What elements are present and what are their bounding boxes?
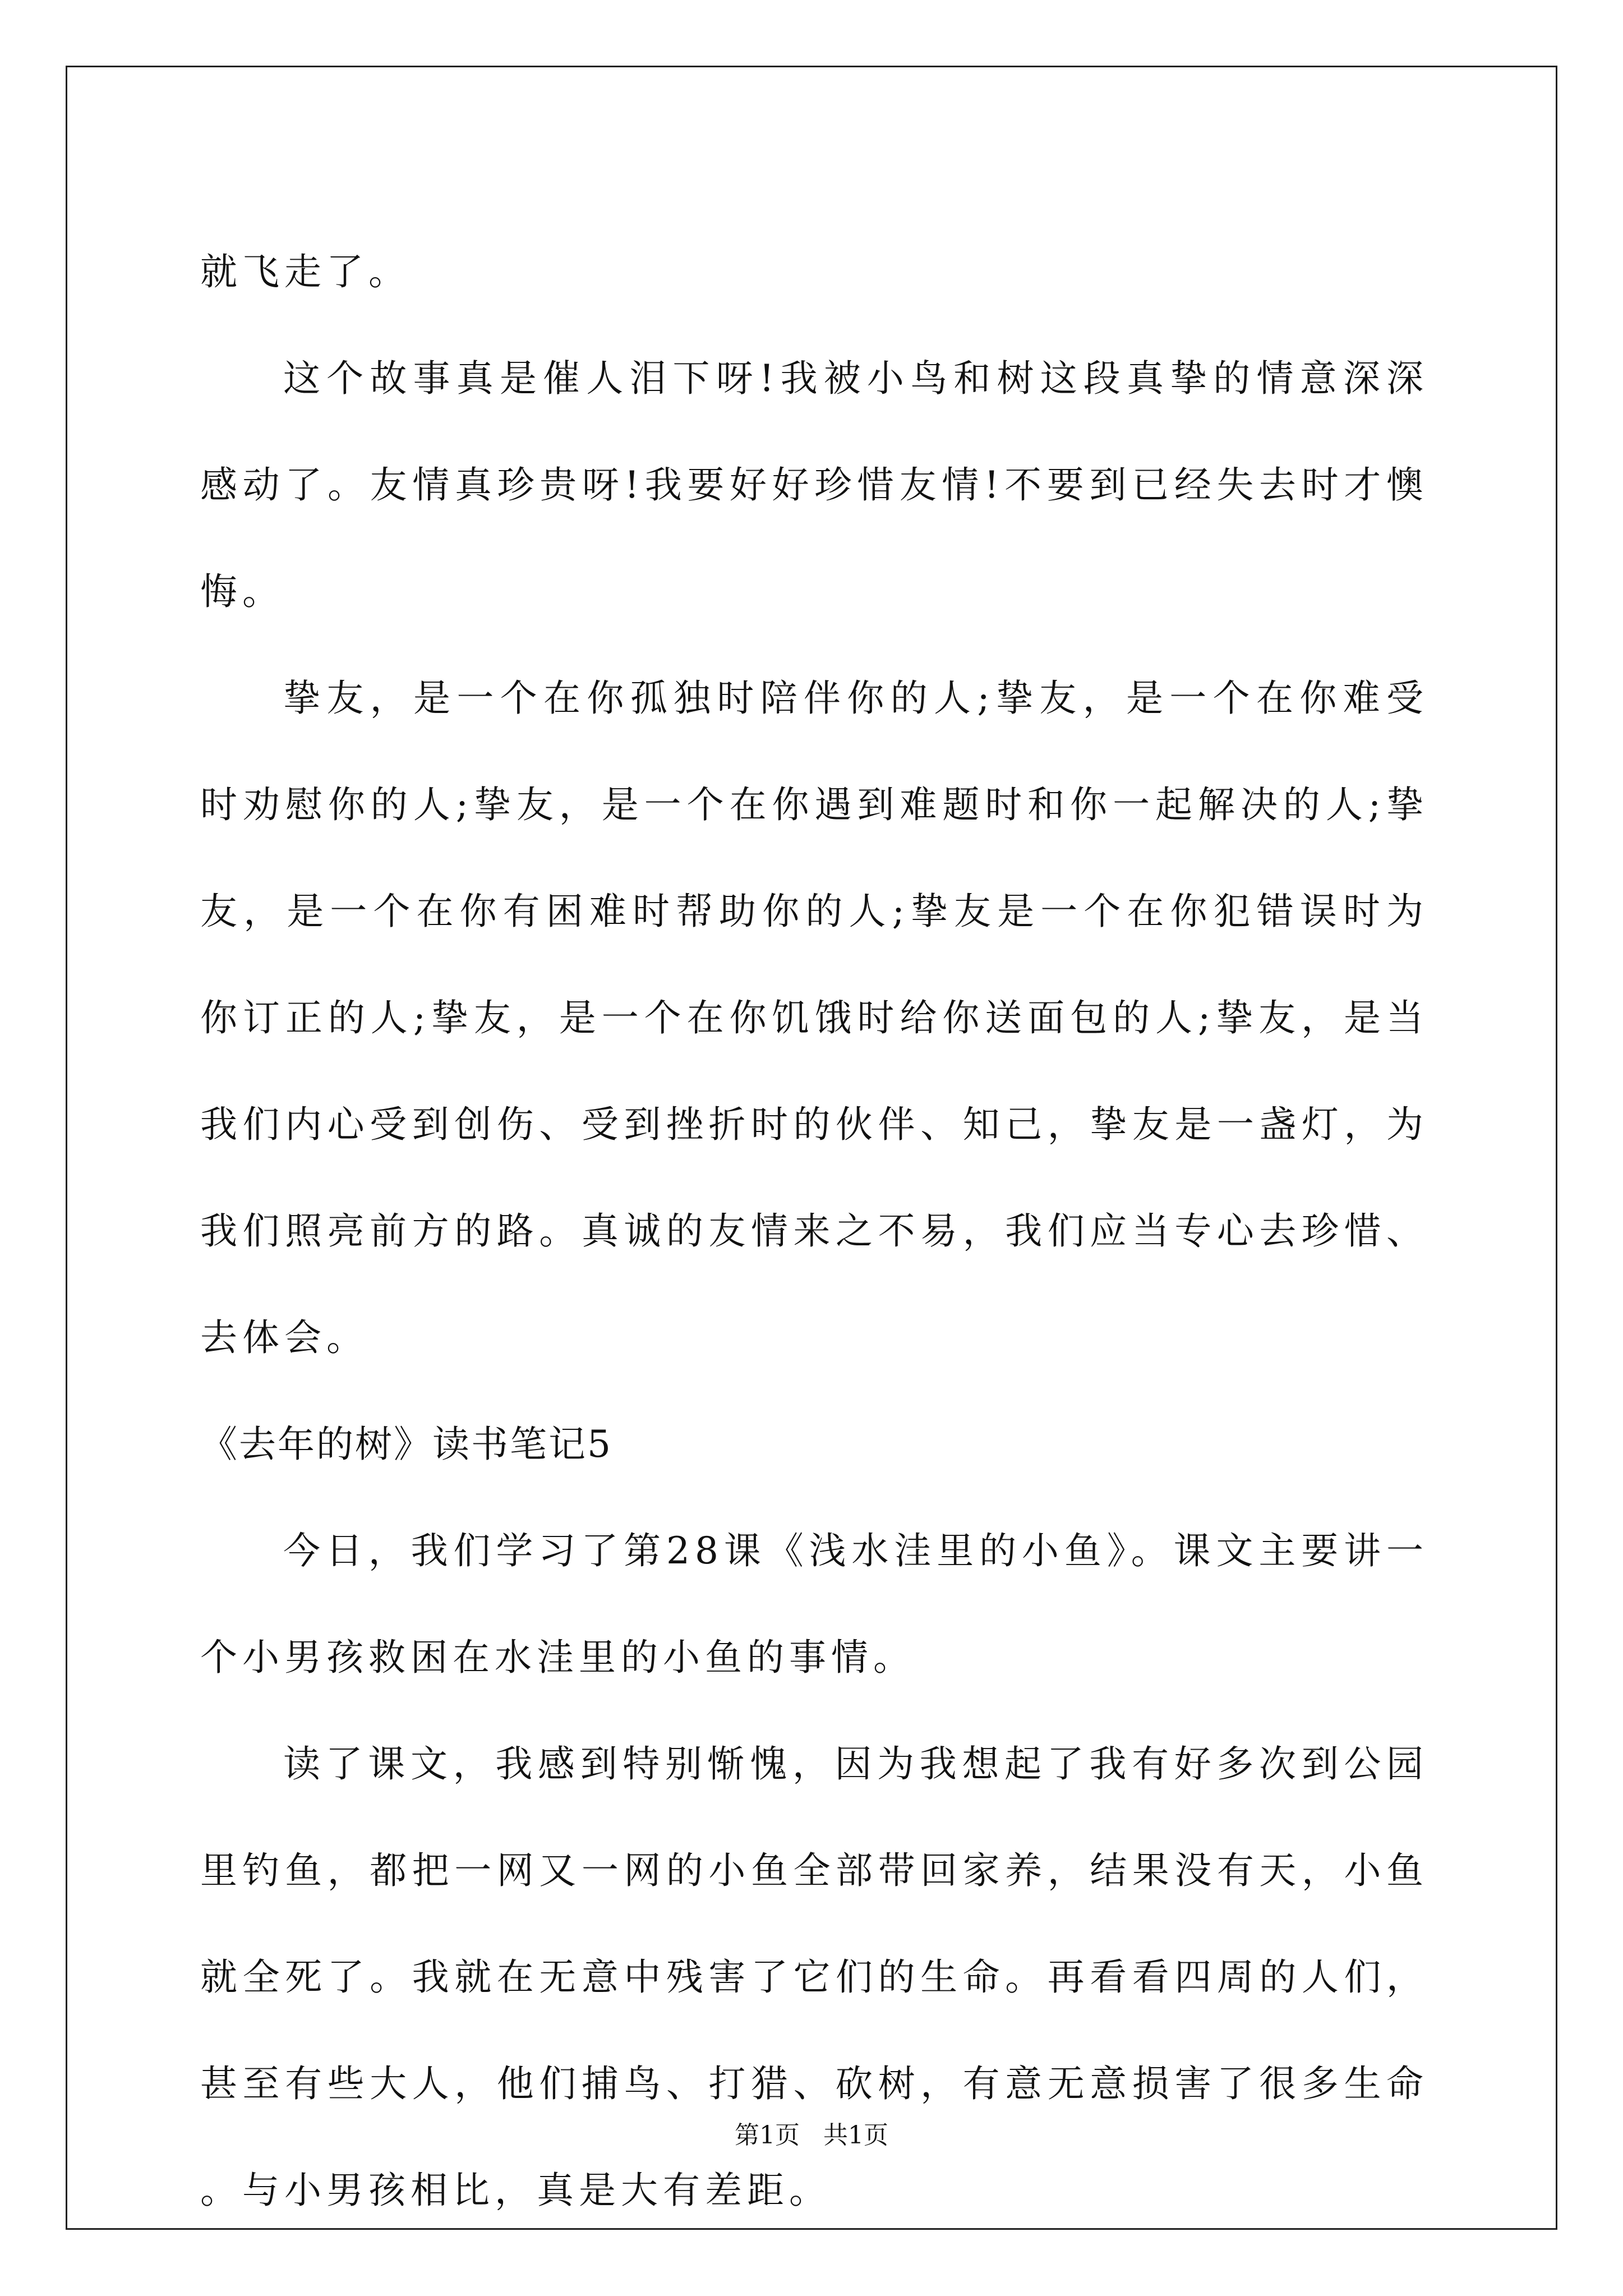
- paragraph-3: 挚友，是一个在你孤独时陪伴你的人;挚友，是一个在你难受时劝慰你的人;挚友，是一个在你遇到难题时和你一起解决的人;挚友，是一个在你有困难时帮助你的人;挚友是一个在你犯错误时为你订正的人;挚友，是一个在你饥饿时给你送面包的人;挚友，是当我们内心受到创伤、受到挫折时的伙伴、知己，挚友是一盏灯，为我们照亮前方的路。真诚的友情来之不易，我们应当专心去珍惜、去体会。: [200, 677, 1428, 1359]
- document-body: [200, 219, 1428, 2244]
- paragraph-4: 今日，我们学习了第28课《浅水洼里的小鱼》。课文主要讲一个小男孩救困在水洼里的小鱼的事情。: [200, 1529, 1428, 1679]
- section-heading: 《去年的树》读书笔记5: [200, 1423, 612, 1466]
- paragraph-2: 这个故事真是催人泪下呀!我被小鸟和树这段真挚的情意深深感动了。友情真珍贵呀!我要好好珍惜友情!不要到已经失去时才懊悔。: [200, 357, 1428, 613]
- page-footer: 第1页 共1页: [735, 2121, 888, 2150]
- paragraph-5: 读了课文，我感到特别惭愧，因为我想起了我有好多次到公园里钓鱼，都把一网又一网的小鱼全部带回家养，结果没有天，小鱼就全死了。我就在无意中残害了它们的生命。再看看四周的人们，甚至有些大人，他们捕鸟、打猎、砍树，有意无意损害了很多生命。与小男孩相比，真是大有差距。: [200, 1742, 1428, 2212]
- paragraph-1: 就飞走了。: [200, 250, 411, 293]
